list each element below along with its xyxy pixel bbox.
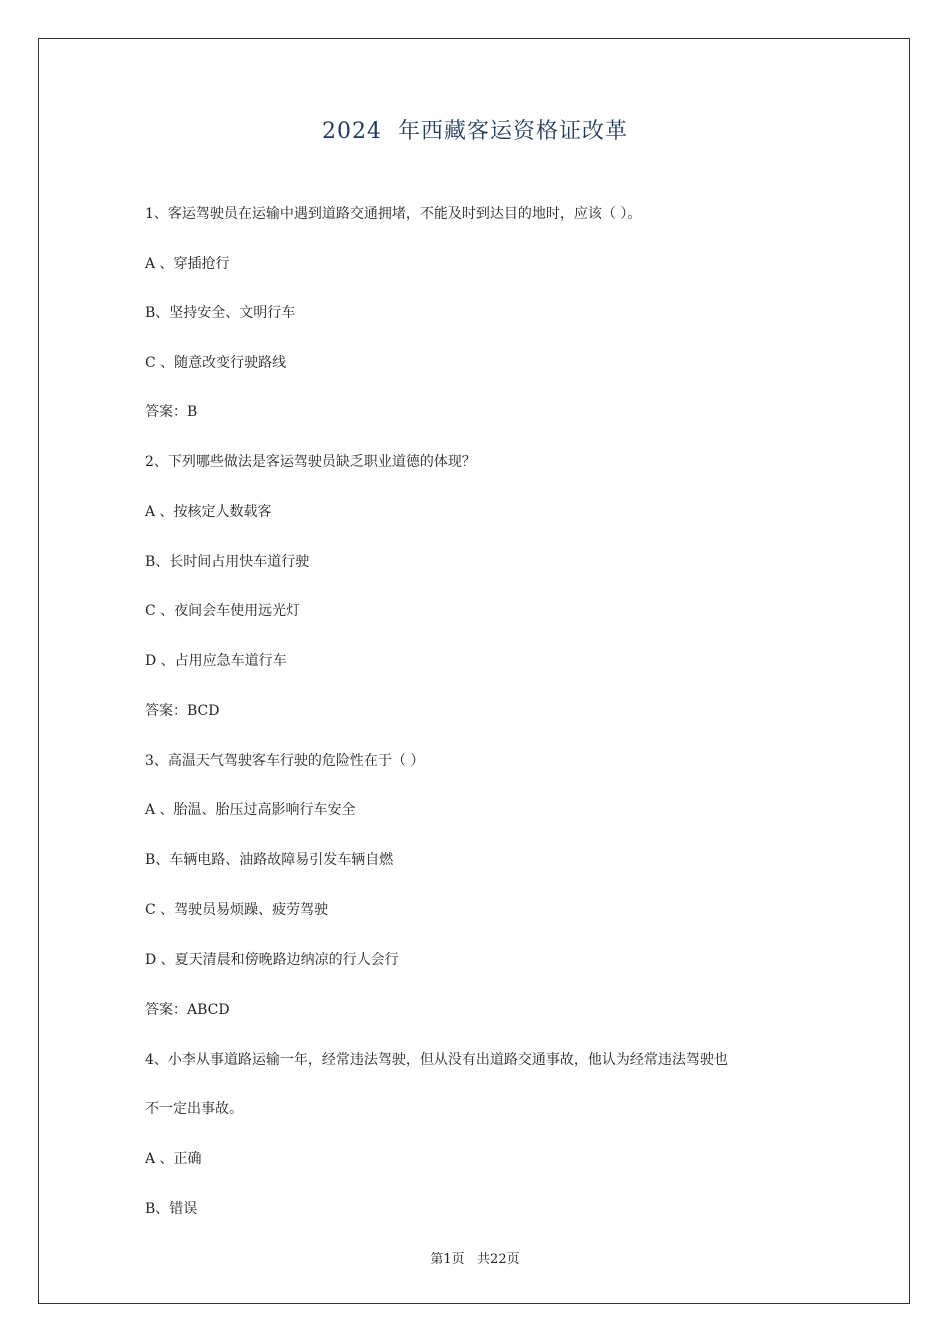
question-3-stem: 3、高温天气驾驶客车行驶的危险性在于（ ） [145, 753, 425, 769]
question-1-answer: 答案：B [145, 404, 198, 420]
question-1-option-c: C 、随意改变行驶路线 [145, 355, 287, 371]
question-2-option-c: C 、夜间会车使用远光灯 [145, 603, 301, 619]
question-2-option-a: A 、按核定人数载客 [145, 504, 272, 520]
question-4-option-a: A 、正确 [145, 1151, 202, 1167]
question-3-option-b: B、车辆电路、油路故障易引发车辆自燃 [145, 852, 394, 868]
question-4-option-b: B、错误 [145, 1201, 198, 1217]
document-title: 2024 年西藏客运资格证改革 [322, 119, 628, 144]
question-1-option-a: A 、穿插抢行 [145, 256, 230, 272]
question-2-option-d: D 、占用应急车道行车 [145, 653, 287, 669]
question-4-stem-line-2: 不一定出事故。 [145, 1101, 243, 1117]
question-3-option-c: C 、驾驶员易烦躁、疲劳驾驶 [145, 902, 329, 918]
question-2-option-b: B、长时间占用快车道行驶 [145, 554, 310, 570]
question-2-answer: 答案：BCD [145, 703, 220, 719]
question-2-stem: 2、下列哪些做法是客运驾驶员缺乏职业道德的体现？ [145, 454, 476, 470]
page-number-footer: 第1页 共22页 [430, 1252, 520, 1267]
question-3-option-d: D 、夏天清晨和傍晚路边纳凉的行人会行 [145, 952, 399, 968]
question-4-stem-line-1: 4、小李从事道路运输一年，经常违法驾驶，但从没有出道路交通事故，他认为经常违法驾驶也 [145, 1052, 728, 1068]
question-1-option-b: B、坚持安全、文明行车 [145, 305, 296, 321]
question-3-option-a: A 、胎温、胎压过高影响行车安全 [145, 802, 356, 818]
question-3-answer: 答案：ABCD [145, 1002, 230, 1018]
question-1-stem: 1、客运驾驶员在运输中遇到道路交通拥堵，不能及时到达目的地时，应该（ ）。 [145, 206, 642, 222]
